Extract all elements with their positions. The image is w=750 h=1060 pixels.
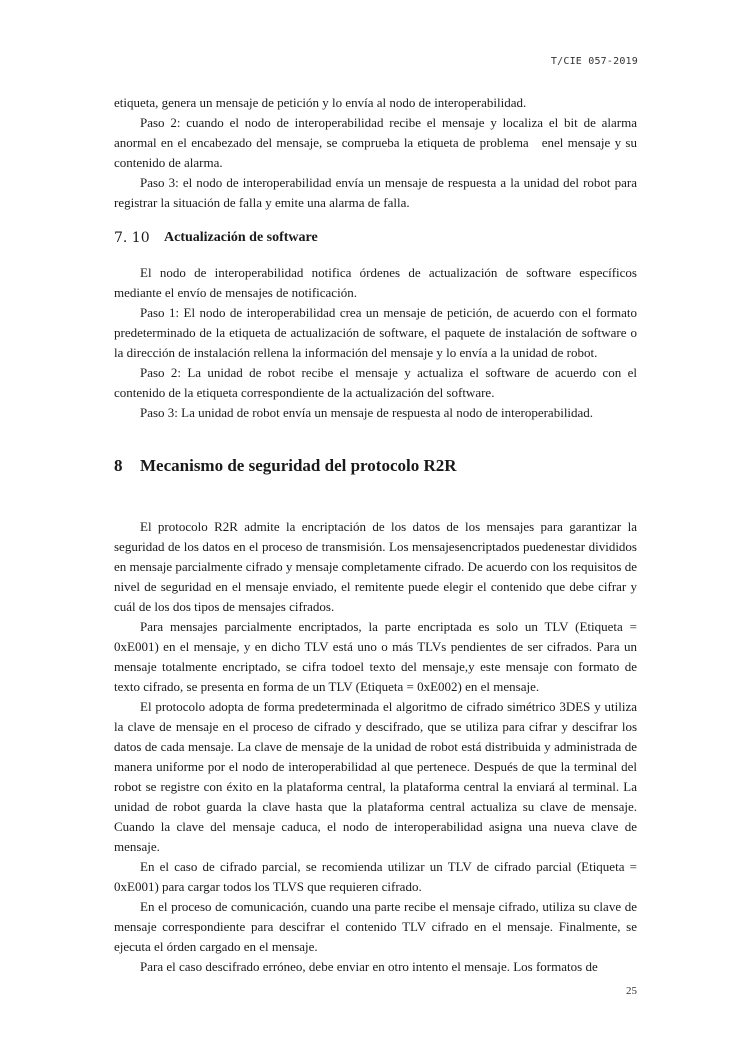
section-number: 7. 10 [114, 230, 150, 246]
paragraph: En el proceso de comunicación, cuando una parte recibe el mensaje cifrado, utiliza su clave de mensaje correspondiente para descifrar el contenido TLV cifrado en el mensaje. Finalmente, se ejecuta el órden cargado en el mensaje. [114, 899, 637, 954]
section-title: Mecanismo de seguridad del protocolo R2R [140, 456, 457, 475]
paragraph: Para el caso descifrado erróneo, debe enviar en otro intento el mensaje. Los formatos de [140, 959, 598, 974]
paragraph-step-3: Paso 3: el nodo de interoperabilidad envía un mensaje de respuesta a la unidad del robot para registrar la situación de falla y emite una alarma de falla. [114, 175, 637, 210]
document-code-header: T/CIE 057-2019 [550, 56, 638, 67]
page-number: 25 [626, 985, 637, 997]
paragraph: Para mensajes parcialmente encriptados, la parte encriptada es solo un TLV (Etiqueta = 0xE001) en el mensaje, y en dicho TLV está uno o más TLVs pendientes de ser cifrados. Para un mensaje totalmente encriptado, se cifra todoel texto del mensaje,y este mensaje con formato de texto cifrado, se presenta en forma de un TLV (Etiqueta = 0xE002) en el mensaje. [114, 619, 637, 694]
paragraph-step-2: Paso 2: cuando el nodo de interoperabilidad recibe el mensaje y localiza el bit de alarma anormal en el encabezado del mensaje, se comprueba la etiqueta de problema enel mensaje y su contenido de alarma. [114, 115, 637, 170]
paragraph: En el caso de cifrado parcial, se recomienda utilizar un TLV de cifrado parcial (Etiqueta = 0xE001) para cargar todos los TLVS que requieren cifrado. [114, 859, 637, 894]
paragraph: Paso 2: La unidad de robot recibe el mensaje y actualiza el software de acuerdo con el contenido de la etiqueta correspondiente de la actualización del software. [114, 365, 637, 400]
page-content [114, 93, 637, 977]
paragraph: El protocolo R2R admite la encriptación de los datos de los mensajes para garantizar la seguridad de los datos en el proceso de transmisión. Los mensajesencriptados puedenestar divididos en mensaje parcialmente cifrado y mensaje completamente cifrado. De acuerdo con los requisitos de nivel de seguridad en el mensaje enviado, el remitente puede elegir el contenido que debe cifrar y cuál de los dos tipos de mensajes cifrados. [114, 519, 637, 614]
paragraph-continuation: etiqueta, genera un mensaje de petición y lo envía al nodo de interoperabilidad. [114, 95, 527, 110]
section-8-heading [114, 455, 637, 477]
section-title: Actualización de software [164, 230, 318, 245]
paragraph: El protocolo adopta de forma predeterminada el algoritmo de cifrado simétrico 3DES y utiliza la clave de mensaje en el proceso de cifrado y descifrado, que se utiliza para cifrar y descifrar los datos de cada mensaje. La clave de mensaje de la unidad de robot está distribuida y administrada de manera uniforme por el nodo de interoperabilidad al que pertenece. Después de que la terminal del robot se registre con éxito en la plataforma central, la plataforma central la enviará al terminal. La unidad de robot guarda la clave hasta que la plataforma central actualiza su clave de mensaje. Cuando la clave del mensaje caduca, el nodo de interoperabilidad asigna una nueva clave de mensaje. [114, 699, 637, 854]
section-number: 8 [114, 456, 123, 475]
paragraph: Paso 1: El nodo de interoperabilidad crea un mensaje de petición, de acuerdo con el formato predeterminado de la etiqueta de actualización de software, el paquete de instalación de software o la dirección de instalación rellena la información del mensaje y lo envía a la unidad de robot. [114, 305, 637, 360]
paragraph: El nodo de interoperabilidad notifica órdenes de actualización de software específicos mediante el envío de mensajes de notificación. [114, 265, 637, 300]
paragraph: Paso 3: La unidad de robot envía un mensaje de respuesta al nodo de interoperabilidad. [140, 405, 594, 420]
section-7-10-heading [114, 228, 637, 248]
